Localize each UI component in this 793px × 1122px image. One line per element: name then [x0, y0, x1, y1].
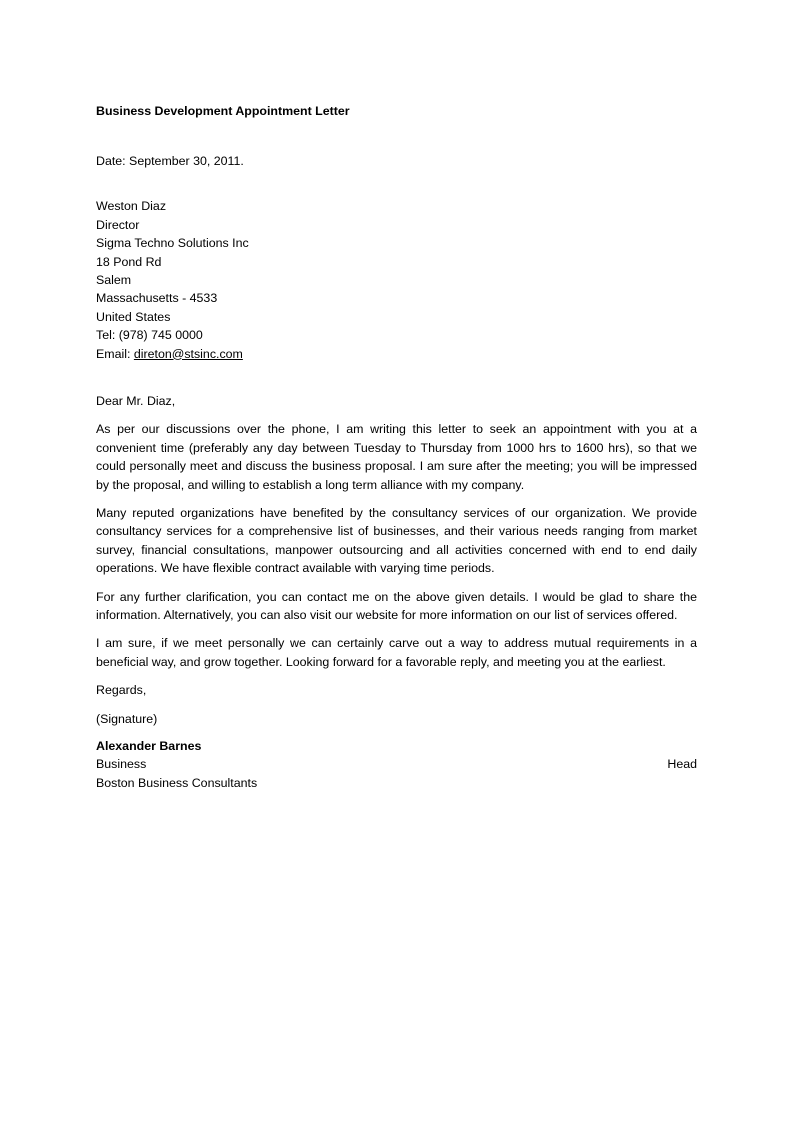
sender-title	[96, 755, 697, 773]
sender-name: Alexander Barnes	[96, 739, 202, 754]
letter-date: Date: September 30, 2011.	[96, 154, 244, 168]
recipient-state: Massachusetts - 4533	[96, 291, 218, 306]
recipient-country: United States	[96, 309, 171, 324]
recipient-address	[96, 197, 697, 363]
letter-title: Business Development Appointment Letter	[96, 104, 350, 118]
recipient-position: Director	[96, 217, 140, 232]
sender-title-left: Business	[96, 757, 147, 772]
email-link[interactable]: direton@stsinc.com	[133, 346, 243, 361]
recipient-email-line	[96, 345, 697, 363]
salutation: Dear Mr. Diaz,	[96, 393, 176, 408]
recipient-city: Salem	[96, 272, 132, 287]
email-label: Email:	[96, 346, 134, 361]
recipient-tel: Tel: (978) 745 0000	[96, 328, 203, 343]
recipient-company: Sigma Techno Solutions Inc	[96, 236, 249, 251]
recipient-name: Weston Diaz	[96, 199, 167, 214]
recipient-street: 18 Pond Rd	[96, 254, 162, 269]
body-paragraph-4: I am sure, if we meet personally we can certainly carve out a way to address mutual requirements in a beneficial way, and grow together. Looking forward for a favorable reply, and meeting you at the earliest.	[96, 636, 697, 669]
signature-placeholder: (Signature)	[96, 711, 158, 726]
body-paragraph-2: Many reputed organizations have benefited by the consultancy services of our organization. We provide consultancy services for a comprehensive list of businesses, and their various needs ranging from market survey, financial consultations, manpower outsourcing and all activities concerned with end to end daily operations. We have flexible contract available with varying time periods.	[96, 505, 697, 576]
sender-company: Boston Business Consultants	[96, 775, 258, 790]
closing: Regards,	[96, 683, 147, 698]
body-paragraph-1: As per our discussions over the phone, I am writing this letter to seek an appointment with you at a convenient time (preferably any day between Tuesday to Thursday from 1000 hrs to 1600 hrs), so that we could personally meet and discuss the business proposal. I am sure after the meeting; you will be impressed by the proposal, and willing to establish a long term alliance with my company.	[96, 422, 697, 492]
body-paragraph-3: For any further clarification, you can contact me on the above given details. I would be glad to share the information. Alternatively, you can also visit our website for more information on our list of services offered.	[96, 589, 697, 622]
sender-title-right: Head	[667, 757, 697, 772]
letter-page	[96, 102, 697, 792]
